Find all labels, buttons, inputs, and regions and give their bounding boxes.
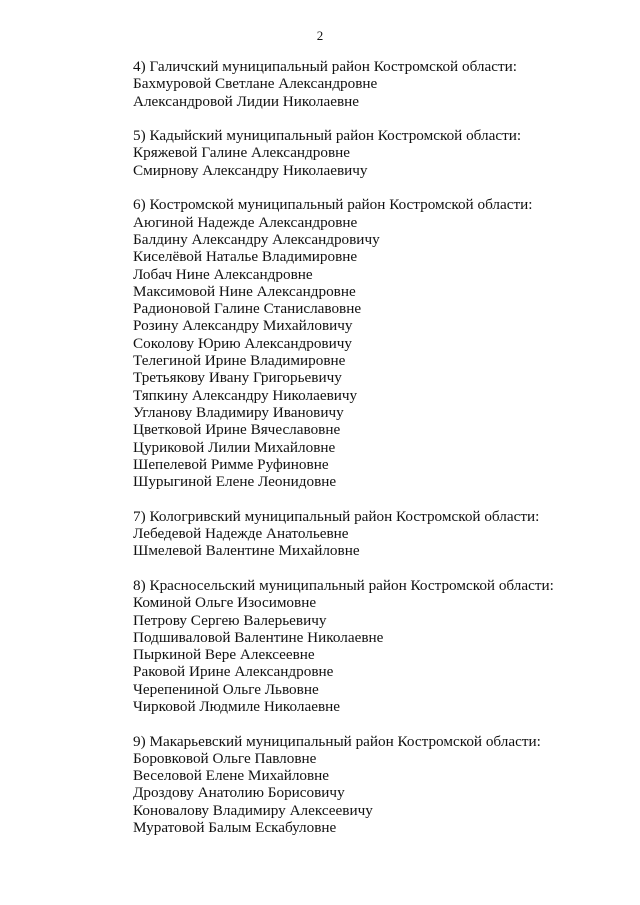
recipient-name: Балдину Александру Александровичу xyxy=(133,230,380,248)
recipient-name: Розину Александру Михайловичу xyxy=(133,317,353,335)
recipient-name: Александровой Лидии Николаевне xyxy=(133,92,359,110)
district-heading: 7) Кологривский муниципальный район Костромской области: xyxy=(133,507,540,525)
recipient-name: Боровковой Ольге Павловне xyxy=(133,749,317,767)
recipient-name: Цветковой Ирине Вячеславовне xyxy=(133,421,341,439)
district-heading: 5) Кадыйский муниципальный район Костромской области: xyxy=(133,127,522,145)
recipient-name: Лобач Нине Александровне xyxy=(133,265,313,283)
recipient-name: Чирковой Людмиле Николаевне xyxy=(133,697,341,715)
recipient-name: Шмелевой Валентине Михайловне xyxy=(133,542,360,560)
district-section xyxy=(133,508,613,560)
district-section xyxy=(133,127,613,179)
district-section xyxy=(133,196,613,490)
recipient-name: Лебедевой Надежде Анатольевне xyxy=(133,525,349,543)
recipient-name: Тяпкину Александру Николаевичу xyxy=(133,386,358,404)
recipient-name: Раковой Ирине Александровне xyxy=(133,663,334,681)
recipient-name: Дроздову Анатолию Борисовичу xyxy=(133,784,345,802)
district-heading: 4) Галичский муниципальный район Костромской области: xyxy=(133,58,517,75)
recipient-name: Аюгиной Надежде Александровне xyxy=(133,213,358,231)
district-section xyxy=(133,733,613,837)
recipient-name: Шурыгиной Елене Леонидовне xyxy=(133,473,337,491)
recipient-name: Пыркиной Вере Алексеевне xyxy=(133,646,315,664)
district-section xyxy=(133,577,613,715)
recipient-name: Коминой Ольге Изосимовне xyxy=(133,594,317,612)
district-heading: 9) Макарьевский муниципальный район Костромской области: xyxy=(133,732,541,750)
award-list xyxy=(133,58,613,854)
recipient-name: Смирнову Александру Николаевичу xyxy=(133,161,368,179)
recipient-name: Угланову Владимиру Ивановичу xyxy=(133,403,344,421)
district-heading: 8) Красносельский муниципальный район Костромской области: xyxy=(133,576,554,594)
recipient-name: Черепениной Ольге Львовне xyxy=(133,680,319,698)
recipient-name: Третьякову Ивану Григорьевичу xyxy=(133,369,342,387)
recipient-name: Веселовой Елене Михайловне xyxy=(133,767,330,785)
recipient-name: Петрову Сергею Валерьевичу xyxy=(133,611,327,629)
recipient-name: Максимовой Нине Александровне xyxy=(133,282,356,300)
recipient-name: Кряжевой Галине Александровне xyxy=(133,144,351,162)
recipient-name: Муратовой Балым Ескабуловне xyxy=(133,819,337,837)
district-heading: 6) Костромской муниципальный район Костромской области: xyxy=(133,196,533,214)
recipient-name: Телегиной Ирине Владимировне xyxy=(133,352,346,370)
recipient-name: Киселёвой Наталье Владимировне xyxy=(133,248,358,266)
recipient-name: Коновалову Владимиру Алексеевичу xyxy=(133,801,373,819)
recipient-name: Шепелевой Римме Руфиновне xyxy=(133,455,329,473)
recipient-name: Цуриковой Лилии Михайловне xyxy=(133,438,336,456)
recipient-name: Подшиваловой Валентине Николаевне xyxy=(133,628,384,646)
recipient-name: Соколову Юрию Александровичу xyxy=(133,334,352,352)
recipient-name: Бахмуровой Светлане Александровне xyxy=(133,75,378,93)
page-number: 2 xyxy=(316,28,324,43)
district-section xyxy=(133,58,613,110)
recipient-name: Радионовой Галине Станиславовне xyxy=(133,300,362,318)
